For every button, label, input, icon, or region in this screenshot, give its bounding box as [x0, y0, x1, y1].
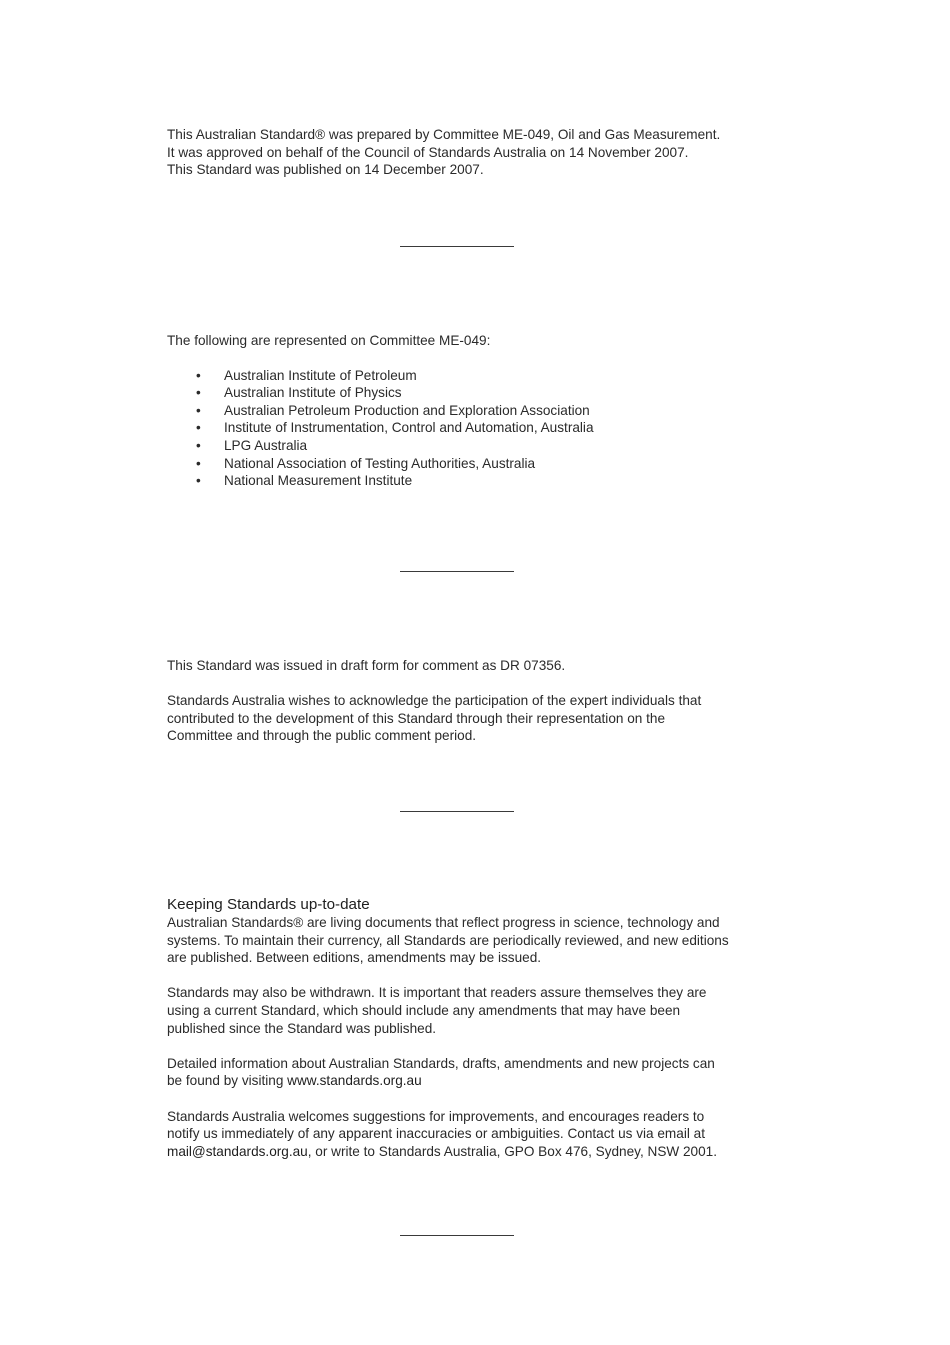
paragraph-line [167, 1072, 767, 1090]
list-item [167, 472, 767, 490]
list-item [167, 455, 767, 473]
paragraph-line: Standards Australia welcomes suggestions for improvements, and encourages readers to [167, 1108, 705, 1124]
approval-line-published: This Standard was published on 14 December 2007. [167, 162, 484, 178]
paragraph-line: Detailed information about Australian Standards, drafts, amendments and new projects can [167, 1055, 715, 1071]
bullet-icon: • [196, 455, 201, 471]
approval-statement [167, 126, 767, 179]
paragraph-living-documents [167, 914, 767, 967]
paragraph-detailed-info [167, 1055, 767, 1090]
section-divider [400, 1235, 514, 1236]
paragraph-suggestions [167, 1108, 767, 1161]
paragraph-line: using a current Standard, which should include any amendments that may have been [167, 1002, 681, 1018]
member-name: National Association of Testing Authorities, Australia [224, 455, 536, 471]
bullet-icon: • [196, 367, 201, 383]
section-divider [400, 246, 514, 247]
list-item [167, 402, 767, 420]
committee-member-list [167, 367, 767, 490]
paragraph-line: notify us immediately of any apparent inaccuracies or ambiguities. Contact us via email at [167, 1126, 705, 1142]
paragraph-line: Standards may also be withdrawn. It is important that readers assure themselves they are [167, 985, 707, 1001]
committee-intro: The following are represented on Committee ME-049: [167, 333, 491, 348]
approval-line-council: It was approved on behalf of the Council of Standards Australia on 14 November 2007. [167, 144, 689, 160]
paragraph-line: Australian Standards® are living documents that reflect progress in science, technology and [167, 915, 720, 930]
paragraph-line: are published. Between editions, amendments may be issued. [167, 950, 542, 966]
approval-line-committee: This Australian Standard® was prepared by Committee ME-049, Oil and Gas Measurement. [167, 127, 721, 142]
keeping-standards-section [167, 896, 767, 1160]
draft-acknowledgement [167, 657, 767, 745]
list-item [167, 419, 767, 437]
member-name: Australian Institute of Physics [224, 385, 402, 401]
paragraph-text: , or write to Standards Australia, GPO Box 476, Sydney, NSW 2001. [307, 1143, 718, 1159]
section-divider [400, 811, 514, 812]
website-link[interactable]: www.standards.org.au [287, 1073, 422, 1089]
member-name: Australian Petroleum Production and Exploration Association [224, 402, 590, 418]
list-item [167, 437, 767, 455]
bullet-icon: • [196, 437, 201, 453]
member-name: National Measurement Institute [224, 473, 413, 489]
list-item [167, 367, 767, 385]
bullet-icon: • [196, 420, 201, 436]
bullet-icon: • [196, 402, 201, 418]
member-name: Institute of Instrumentation, Control and Automation, Australia [224, 420, 594, 436]
paragraph-withdrawn [167, 984, 767, 1037]
acknowledgement-line: Committee and through the public comment period. [167, 728, 477, 744]
email-link[interactable]: mail@standards.org.au [167, 1143, 308, 1159]
acknowledgement-line: Standards Australia wishes to acknowledge the participation of the expert individuals that [167, 693, 702, 709]
section-heading: Keeping Standards up-to-date [167, 896, 370, 913]
bullet-icon: • [196, 473, 201, 489]
member-name: LPG Australia [224, 437, 308, 453]
paragraph-line: systems. To maintain their currency, all Standards are periodically reviewed, and new editions [167, 932, 729, 948]
committee-representation [167, 332, 767, 490]
paragraph-line: published since the Standard was published. [167, 1020, 437, 1036]
acknowledgement-paragraph [167, 692, 767, 745]
paragraph-line [167, 1143, 767, 1161]
section-divider [400, 571, 514, 572]
bullet-icon: • [196, 385, 201, 401]
member-name: Australian Institute of Petroleum [224, 367, 417, 383]
paragraph-text: be found by visiting [167, 1073, 288, 1089]
list-item [167, 384, 767, 402]
acknowledgement-line: contributed to the development of this Standard through their representation on the [167, 710, 666, 726]
draft-issued-line: This Standard was issued in draft form for comment as DR 07356. [167, 658, 566, 673]
